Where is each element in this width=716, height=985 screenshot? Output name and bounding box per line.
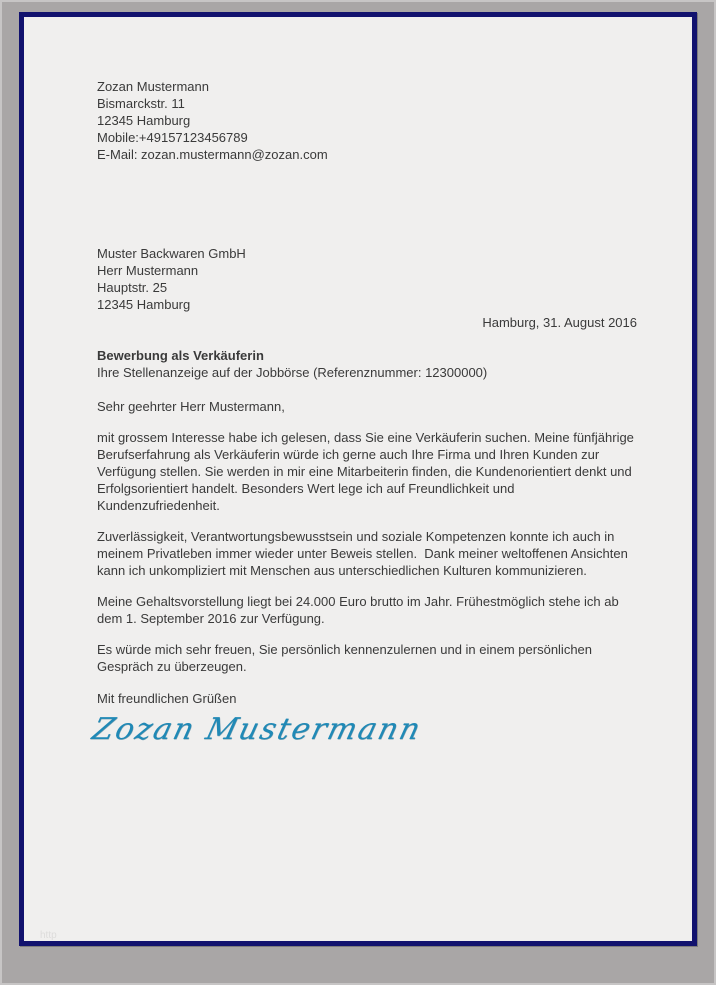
body-paragraph-2: Zuverlässigkeit, Verantwortungsbewusstsein und soziale Kompetenzen konnte ich auch in meinem Privatleben immer wieder unter Beweis stellen. Dank meiner weltoffenen Ansichten kann ich unkompliziert mit Menschen aus unterschiedlichen Kulturen kommunizieren. <box>97 529 632 578</box>
sender-email: E-Mail: zozan.mustermann@zozan.com <box>97 147 328 162</box>
recipient-address-block <box>97 245 637 313</box>
watermark-text: http <box>40 930 57 941</box>
body-paragraph-4: Es würde mich sehr freuen, Sie persönlich kennenzulernen und in einem persönlichen Gespräch zu überzeugen. <box>97 642 596 674</box>
handwritten-signature: Zozan Mustermann <box>88 712 426 747</box>
sender-street: Bismarckstr. 11 <box>97 96 185 111</box>
sender-name: Zozan Mustermann <box>97 79 209 94</box>
body-paragraph-1: mit grossem Interesse habe ich gelesen, dass Sie eine Verkäuferin suchen. Meine fünfjährige Berufserfahrung als Verkäuferin würde ich gerne auch Ihre Firma und Ihren Kunden zur Verfügung stellen. Sie werden in mir eine Mitarbeiterin finden, die Kundenorientiert denkt und Erfolgsorientiert handelt. Besonders Wert lege ich auf Freundlichkeit und Kundenzufriedenheit. <box>97 430 638 513</box>
date-line: Hamburg, 31. August 2016 <box>482 315 637 330</box>
subject-reference-line: Ihre Stellenanzeige auf der Jobbörse (Referenznummer: 12300000) <box>97 365 488 380</box>
recipient-city: 12345 Hamburg <box>97 297 191 312</box>
sender-address-block <box>97 78 637 163</box>
body-paragraph-3: Meine Gehaltsvorstellung liegt bei 24.000 Euro brutto im Jahr. Frühestmöglich stehe ich ab dem 1. September 2016 zur Verfügung. <box>97 594 623 626</box>
salutation: Sehr geehrter Herr Mustermann, <box>97 399 285 414</box>
recipient-company: Muster Backwaren GmbH <box>97 246 246 261</box>
sender-city: 12345 Hamburg <box>97 113 191 128</box>
letter-page <box>19 12 697 946</box>
recipient-contact: Herr Mustermann <box>97 263 199 278</box>
letter-body <box>88 78 638 747</box>
sender-mobile: Mobile:+49157123456789 <box>97 130 248 145</box>
closing-line: Mit freundlichen Grüßen <box>97 691 237 706</box>
recipient-street: Hauptstr. 25 <box>97 280 168 295</box>
subject-line: Bewerbung als Verkäuferin <box>97 348 264 363</box>
